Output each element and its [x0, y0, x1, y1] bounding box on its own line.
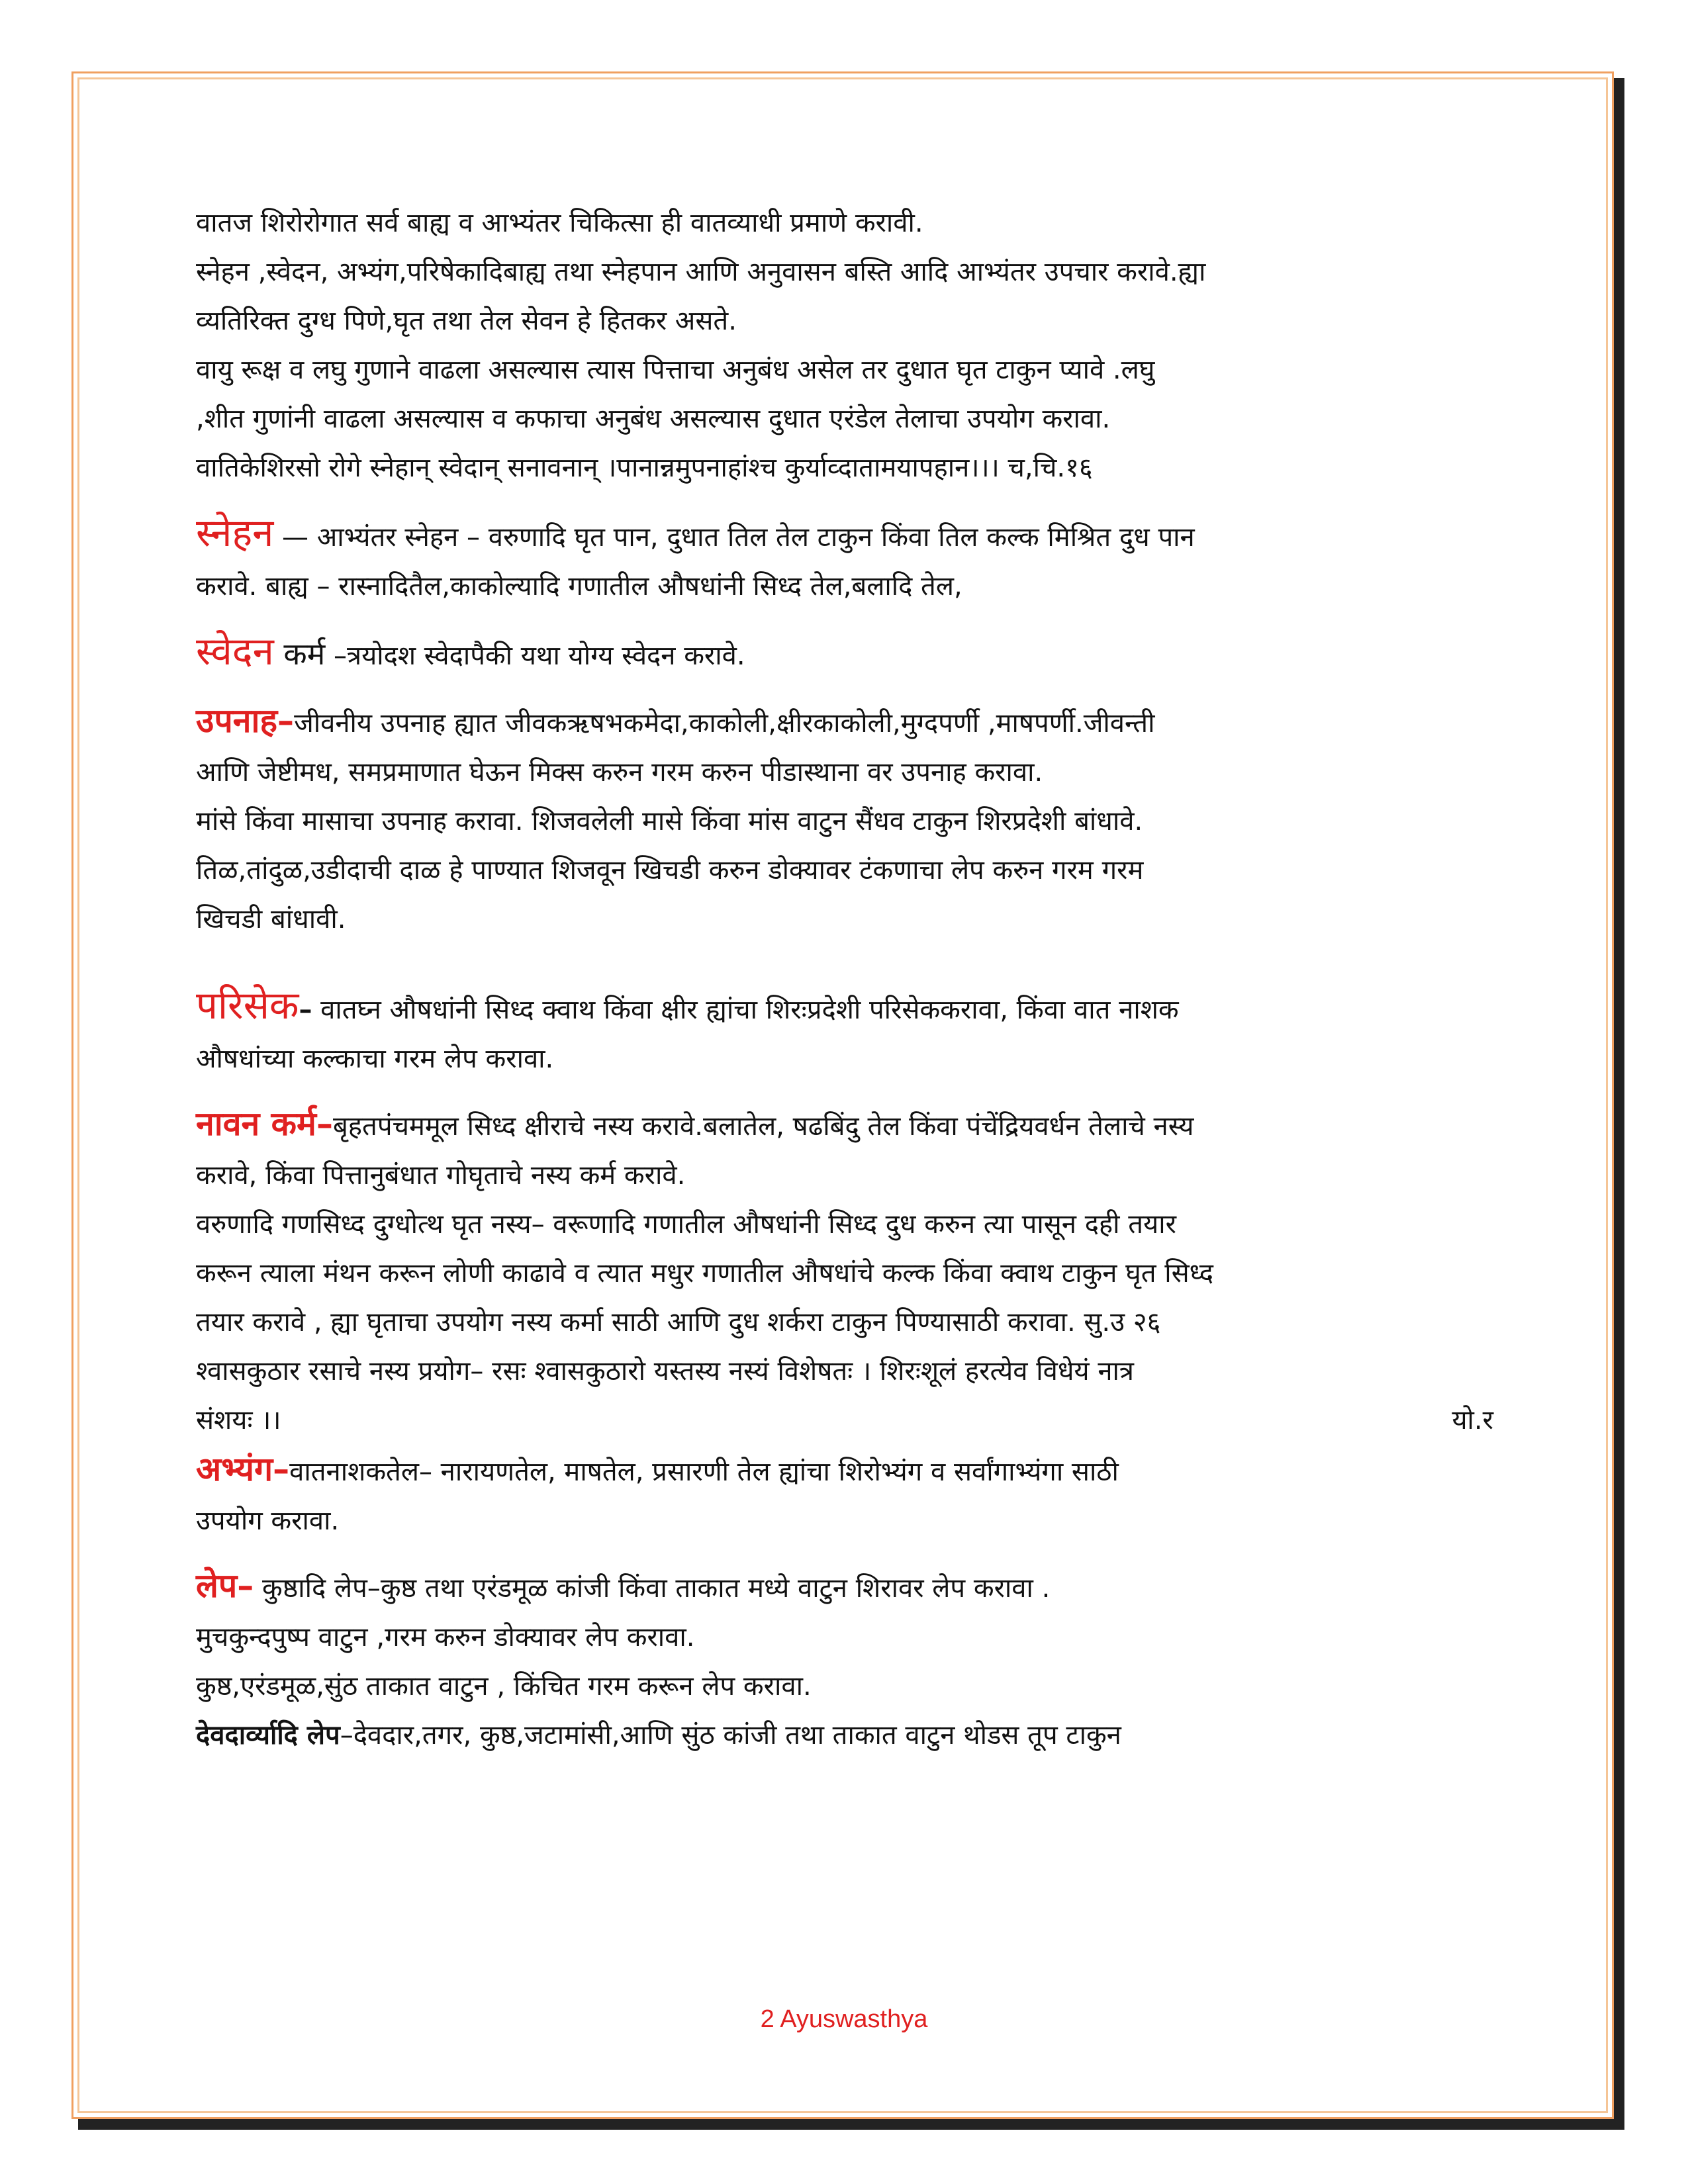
paragraph-line: तिळ,तांदुळ,उडीदाची दाळ हे पाण्यात शिजवून खिचडी करुन डोक्यावर टंकणाचा लेप करुन गरम गरम [196, 855, 1144, 886]
parisek-text: वातघ्न औषधांनी सिध्द क्वाथ किंवा क्षीर ह्यांचा शिरःप्रदेशी परिसेककरावा, किंवा वात नाशक [312, 995, 1179, 1025]
abhyang-section [196, 1445, 1493, 1496]
upanah-section [196, 696, 1493, 748]
lep-devdarvyadi [196, 1711, 1493, 1760]
shloka-end: संशयः ।। [196, 1405, 281, 1435]
upanah-text: जीवनीय उपनाह ह्यात जीवकऋषभकमेदा,काकोली,क्षीरकाकोली,मुग्दपर्णी ,माषपर्णी.जीवन्ती [294, 708, 1155, 739]
paragraph-line: स्नेहन ,स्वेदन, अभ्यंग,परिषेकादिबाह्य तथा स्नेहपान आणि अनुवासन बस्ति आदि आभ्यंतर उपचार करावे.ह्या [196, 257, 1206, 287]
navan-section [196, 1099, 1493, 1151]
paragraph-line: मांसे किंवा मासाचा उपनाह करावा. शिजवलेली मासे किंवा मांस वाटुन सैंधव टाकुन शिरप्रदेशी बांधावे. [196, 806, 1143, 837]
paragraph-line: उपयोग करावा. [196, 1506, 340, 1536]
abhyang-text: वातनाशकतेल– नारायणतेल, माषतेल, प्रसारणी तेल ह्यांचा शिरोभ्यंग व सर्वांगाभ्यंगा साठी [289, 1457, 1119, 1487]
swedan-heading: स्वेदन [196, 629, 274, 674]
swedan-text: –त्रयोदश स्वेदापैकी यथा योग्य स्वेदन करावे. [325, 641, 745, 671]
snehan-heading: स्नेहन [196, 510, 274, 555]
paragraph-line: करावे, किंवा पित्तानुबंधात गोघृताचे नस्य कर्म करावे. [196, 1160, 686, 1191]
paragraph-line: ,शीत गुणांनी वाढला असल्यास व कफाचा अनुबंध असल्यास दुधात एरंडेल तेलाचा उपयोग करावा. [196, 404, 1111, 434]
paragraph-line: व्यतिरिक्त दुग्ध पिणे,घृत तथा तेल सेवन हे हितकर असते. [196, 306, 737, 336]
paragraph-line: औषधांच्या कल्काचा गरम लेप करावा. [196, 1044, 554, 1074]
swedan-heading-karma: कर्म [273, 636, 326, 672]
parisek-section [196, 981, 1493, 1034]
paragraph-line: वायु रूक्ष व लघु गुणाने वाढला असल्यास त्यास पित्ताचा अनुबंध असेल तर दुधात घृत टाकुन प्यावे .लघु [196, 355, 1155, 385]
navan-heading: नावन कर्म– [196, 1105, 333, 1143]
swedan-section [196, 627, 1493, 680]
paragraph-line: करून त्याला मंथन करून लोणी काढावे व त्यात मधुर गणातील औषधांचे कल्क किंवा क्वाथ टाकुन घृत सिध्द [196, 1258, 1213, 1289]
paragraph-line: कुष्ठ,एरंडमूळ,सुंठ ताकात वाटुन , किंचित गरम करून लेप करावा. [196, 1671, 812, 1702]
upanah-heading: उपनाह– [196, 702, 295, 740]
paragraph-line: वरुणादि गणसिध्द दुग्धोत्थ घृत नस्य– वरूणादि गणातील औषधांनी सिध्द दुध करुन त्या पासून दही तयार [196, 1209, 1176, 1240]
devdarvyadi-text: –देवदार,तगर, कुष्ठ,जटामांसी,आणि सुंठ कांजी तथा ताकात वाटुन थोडस तूप टाकुन [340, 1720, 1121, 1751]
paragraph-line: करावे. बाह्य – रास्नादितैल,काकोल्यादि गणातील औषधांनी सिध्द तेल,बलादि तेल, [196, 571, 962, 602]
paragraph-line: खिचडी बांधावी. [196, 904, 346, 934]
navan-text: बृहतपंचममूल सिध्द क्षीराचे नस्य करावे.बलातेल, षढबिंदु तेल किंवा पंचेंद्रियवर्धन तेलाचे नस्य [332, 1111, 1194, 1142]
shloka-line: वातिकेशिरसो रोगे स्नेहान् स्वेदान् सनावनान् ।पानान्नमुपनाहांश्च कुर्याव्दातामयापहान।।। च,चि.१६ [196, 453, 1093, 483]
page-footer: 2 Ayuswasthya [760, 2005, 928, 2033]
reference-label: यो.र [1452, 1405, 1493, 1435]
snehan-text: — आभ्यंतर स्नेहन – वरुणादि घृत पान, दुधात तिल तेल टाकुन किंवा तिल कल्क मिश्रित दुध पान [273, 522, 1195, 553]
paragraph-line: मुचकुन्दपुष्प वाटुन ,गरम करुन डोक्यावर लेप करावा. [196, 1622, 695, 1653]
parisek-dash: – [299, 995, 312, 1025]
lep-text: कुष्ठादि लेप–कुष्ठ तथा एरंडमूळ कांजी किंवा ताकात मध्ये वाटुन शिरावर लेप करावा . [254, 1573, 1051, 1604]
paragraph-line: वातज शिरोरोगात सर्व बाह्य व आभ्यंतर चिकित्सा ही वातव्याधी प्रमाणे करावी. [196, 208, 923, 238]
snehan-section [196, 508, 1493, 562]
devdarvyadi-label: देवदार्व्यादि लेप [196, 1720, 340, 1751]
abhyang-heading: अभ्यंग– [196, 1450, 290, 1488]
lep-heading: लेप– [196, 1567, 254, 1605]
shloka-line [196, 1396, 1493, 1445]
paragraph-line: तयार करावे , ह्या घृताचा उपयोग नस्य कर्मा साठी आणि दुध शर्करा टाकुन पिण्यासाठी करावा. सु.उ २६ [196, 1307, 1161, 1338]
document-body [196, 199, 1493, 1760]
paragraph-line: आणि जेष्टीमध, समप्रमाणात घेऊन मिक्स करुन गरम करुन पीडास्थाना वर उपनाह करावा. [196, 757, 1043, 788]
parisek-heading: परिसेक [196, 983, 299, 1028]
lep-section [196, 1561, 1493, 1613]
paragraph-line: श्वासकुठार रसाचे नस्य प्रयोग– रसः श्वासकुठारो यस्तस्य नस्यं विशेषतः । शिरःशूलं हरत्येव विधेयं नात्र [196, 1356, 1134, 1387]
